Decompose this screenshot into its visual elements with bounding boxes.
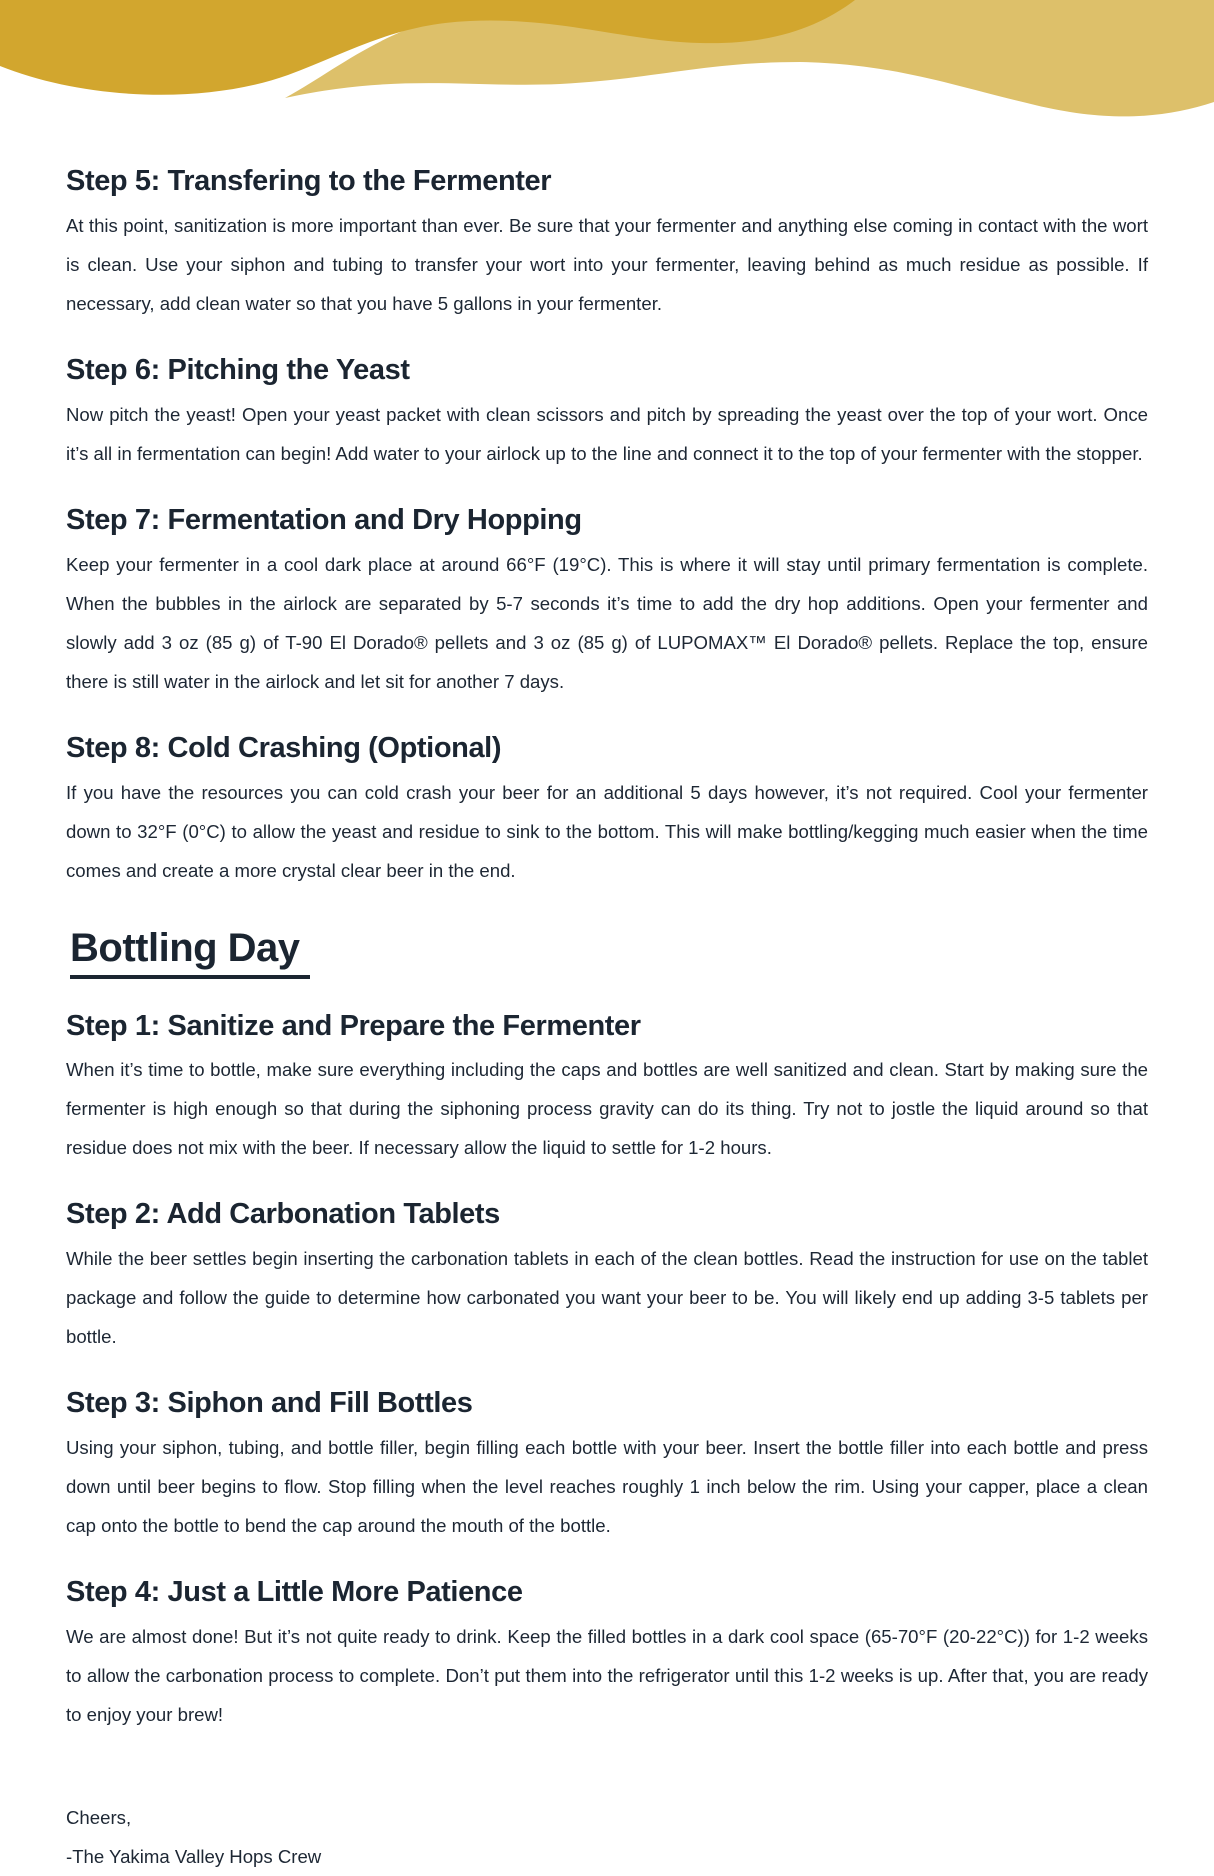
step-paragraph: Now pitch the yeast! Open your yeast packet with clean scissors and pitch by spreading the yeast over the top of your wort. Once it’s all in fermentation can begin! Add water to your airlock up to the line and connect it to the top of your fermenter with the stopper. [66, 403, 1148, 464]
step-section [66, 1011, 1148, 1168]
signoff-signature: -The Yakima Valley Hops Crew [66, 1846, 322, 1868]
step-paragraph: Keep your fermenter in a cool dark place at around 66°F (19°C). This is where it will stay until primary fermentation is complete. When the bubbles in the airlock are separated by 5-7 seconds it’s time to add the dry hop additions. Open your fermenter and slowly add 3 oz (85 g) of T-90 El Dorado® pellets and 3 oz (85 g) of LUPOMAX™ El Dorado® pellets. Replace the top, ensure there is still water in the airlock and let sit for another 7 days. [66, 553, 1148, 692]
step-heading: Step 7: Fermentation and Dry Hopping [66, 503, 582, 536]
signoff-closing: Cheers, [66, 1807, 132, 1829]
step-section [66, 505, 1148, 701]
step-paragraph: While the beer settles begin inserting the carbonation tablets in each of the clean bottles. Read the instruction for use on the tablet package and follow the guide to determine how carbonated you want your beer to be. You will likely end up adding 3-5 tablets per bottle. [66, 1248, 1148, 1348]
step-heading: Step 5: Transfering to the Fermenter [66, 165, 552, 197]
page-header-wave [0, 0, 1214, 132]
step-section [66, 733, 1148, 890]
step-paragraph: If you have the resources you can cold crash your beer for an additional 5 days however, it’s not required. Cool your fermenter down to 32°F (0°C) to allow the yeast and residue to sink to the bottom. This will make bottling/kegging much easier when the time comes and create a more crystal clear beer in the end. [66, 781, 1148, 881]
step-heading: Step 6: Pitching the Yeast [66, 353, 410, 386]
step-paragraph: We are almost done! But it’s not quite ready to drink. Keep the filled bottles in a dark cool space (65-70°F (20-22°C)) for 1-2 weeks to allow the carbonation process to complete. Don’t put them into the refrigerator until this 1-2 weeks is up. After that, you are ready to enjoy your brew! [66, 1626, 1148, 1726]
signoff [66, 1798, 1148, 1876]
step-paragraph: At this point, sanitization is more important than ever. Be sure that your fermenter and anything else coming in contact with the wort is clean. Use your siphon and tubing to transfer your wort into your fermenter, leaving behind as much residue as possible. If necessary, add clean water so that you have 5 gallons in your fermenter. [66, 214, 1148, 314]
step-section [66, 166, 1148, 323]
step-heading: Step 8: Cold Crashing (Optional) [66, 731, 502, 764]
step-section [66, 1388, 1148, 1545]
step-section [66, 355, 1148, 473]
document-body [0, 132, 1214, 1876]
step-paragraph: Using your siphon, tubing, and bottle filler, begin filling each bottle with your beer. Insert the bottle filler into each bottle and press down until beer begins to flow. Stop filling when the level reaches roughly 1 inch below the rim. Using your capper, place a clean cap onto the bottle to bend the cap around the mouth of the bottle. [66, 1437, 1148, 1537]
wave-graphic [0, 0, 1214, 132]
bottling-day-title: Bottling Day [70, 926, 310, 979]
step-heading: Step 4: Just a Little More Patience [66, 1576, 523, 1609]
bottling-day-title-wrap [70, 926, 1148, 979]
step-heading: Step 1: Sanitize and Prepare the Fermenter [66, 1009, 641, 1042]
step-section [66, 1199, 1148, 1356]
step-section [66, 1577, 1148, 1734]
step-paragraph: When it’s time to bottle, make sure everything including the caps and bottles are well sanitized and clean. Start by making sure the fermenter is high enough so that during the siphoning process gravity can do its thing. Try not to jostle the liquid around so that residue does not mix with the beer. If necessary allow the liquid to settle for 1-2 hours. [66, 1059, 1148, 1159]
step-heading: Step 3: Siphon and Fill Bottles [66, 1387, 473, 1420]
step-heading: Step 2: Add Carbonation Tablets [66, 1198, 500, 1231]
